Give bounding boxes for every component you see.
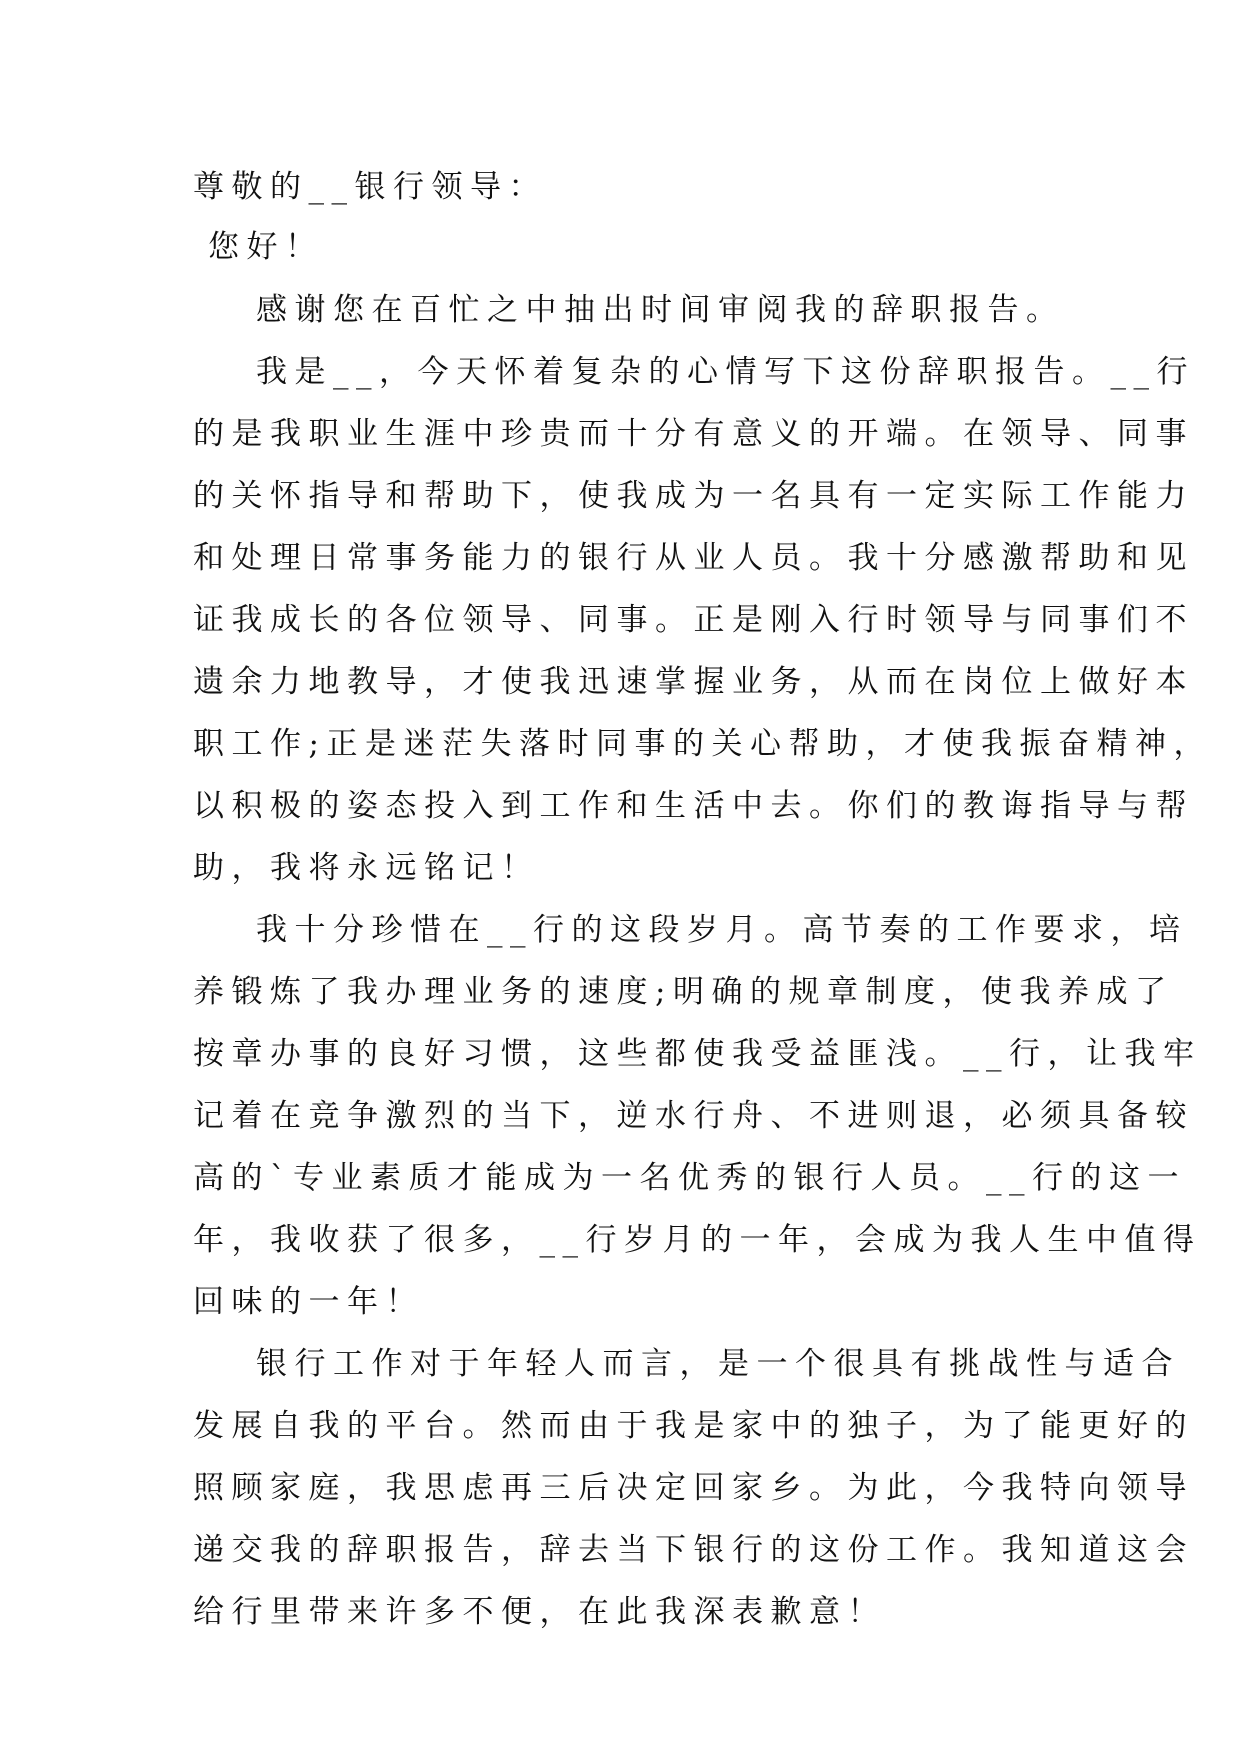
letter-greeting: 尊敬的__银行领导： [193, 169, 547, 205]
paragraph-line: 助，我将永远铭记！ [193, 850, 540, 886]
paragraph-line: 以积极的姿态投入到工作和生活中去。你们的教诲指导与帮 [193, 788, 1194, 824]
paragraph-line: 年，我收获了很多，__行岁月的一年，会成为我人生中值得 [193, 1222, 1202, 1258]
paragraph-line: 养锻炼了我办理业务的速度;明确的规章制度，使我养成了 [193, 974, 1174, 1010]
paragraph-line: 我十分珍惜在__行的这段岁月。高节奏的工作要求，培 [256, 912, 1188, 948]
paragraph-line: 高的`专业素质才能成为一名优秀的银行人员。__行的这一 [193, 1160, 1186, 1196]
paragraph-line: 银行工作对于年轻人而言，是一个很具有挑战性与适合 [256, 1346, 1180, 1382]
paragraph-line: 照顾家庭，我思虑再三后决定回家乡。为此，今我特向领导 [193, 1470, 1194, 1506]
paragraph-line: 按章办事的良好习惯，这些都使我受益匪浅。__行，让我牢 [193, 1036, 1202, 1072]
paragraph-line: 职工作;正是迷茫失落时同事的关心帮助，才使我振奋精神， [193, 726, 1212, 762]
paragraph-line: 记着在竞争激烈的当下，逆水行舟、不进则退，必须具备较 [193, 1098, 1194, 1134]
paragraph-line: 发展自我的平台。然而由于我是家中的独子，为了能更好的 [193, 1408, 1194, 1444]
paragraph-line: 证我成长的各位领导、同事。正是刚入行时领导与同事们不 [193, 602, 1194, 638]
paragraph-line: 遗余力地教导，才使我迅速掌握业务，从而在岗位上做好本 [193, 664, 1194, 700]
paragraph-line: 递交我的辞职报告，辞去当下银行的这份工作。我知道这会 [193, 1532, 1194, 1568]
letter-salutation: 您好！ [208, 229, 324, 265]
paragraph-line: 的关怀指导和帮助下，使我成为一名具有一定实际工作能力 [193, 478, 1194, 514]
paragraph-line: 和处理日常事务能力的银行从业人员。我十分感激帮助和见 [193, 540, 1194, 576]
paragraph-line: 我是__，今天怀着复杂的心情写下这份辞职报告。__行 [256, 354, 1195, 390]
paragraph-line: 给行里带来许多不便，在此我深表歉意！ [193, 1594, 886, 1630]
paragraph-line: 的是我职业生涯中珍贵而十分有意义的开端。在领导、同事 [193, 416, 1194, 452]
paragraph-line: 回味的一年！ [193, 1284, 424, 1320]
paragraph-line: 感谢您在百忙之中抽出时间审阅我的辞职报告。 [256, 292, 1065, 328]
